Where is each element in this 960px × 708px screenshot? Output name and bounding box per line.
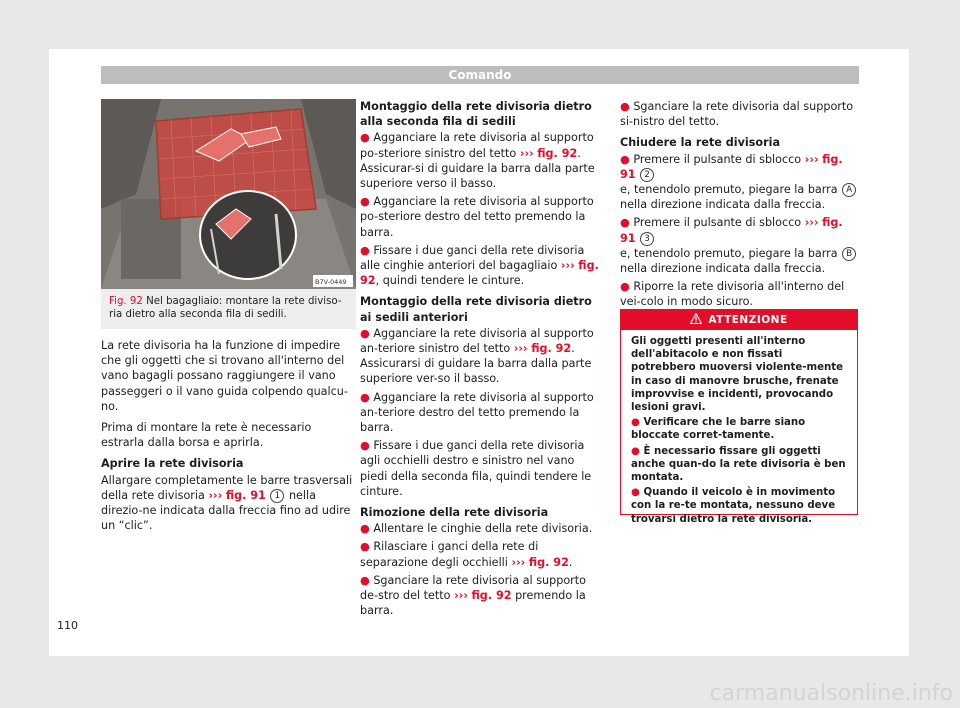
list-item	[620, 215, 858, 276]
header-title: Comando	[448, 68, 512, 82]
watermark: carmanualsonline.info	[709, 681, 953, 706]
warning-box	[620, 309, 858, 525]
text: Agganciare la rete divisoria al supporto an-teriore destro del tetto premendo la barra.	[360, 390, 594, 435]
open-text-a: Allargare completamente le barre trasversali della rete divisoria	[101, 473, 353, 502]
page-header	[101, 66, 859, 84]
list-item	[360, 438, 602, 499]
text: Sganciare la rete divisoria dal supporto si-nistro del tetto.	[620, 100, 854, 129]
heading-mount-front: Montaggio della rete divisoria dietro ai sedili anteriori	[360, 295, 592, 324]
bullet-icon: ●	[360, 390, 370, 404]
open-text-b: nella direzio-ne indicata dalla freccia fino ad udire un “clic”.	[101, 488, 351, 533]
text: . Assicurar-si di guidare la barra dalla parte superiore verso il basso.	[360, 146, 595, 191]
callout-a: A	[842, 183, 856, 197]
xref-fig-92[interactable]: fig. 92	[528, 555, 569, 569]
bullet-icon: ●	[620, 100, 630, 113]
warning-item	[631, 486, 847, 526]
bullet-icon: ●	[631, 487, 640, 499]
text: Riporre la rete divisoria all'interno del vei-colo in modo sicuro.	[620, 280, 845, 309]
bullet-icon: ●	[360, 540, 370, 554]
text: Premere il pulsante di sblocco	[633, 216, 805, 230]
callout-b: B	[842, 247, 856, 261]
heading-mount-rear: Montaggio della rete divisoria dietro alla seconda fila di sedili	[360, 100, 592, 129]
heading-open-net: Aprire la rete divisoria	[101, 457, 244, 471]
list-item	[620, 279, 858, 309]
list-item	[360, 326, 602, 387]
text: Sganciare la rete divisoria al supporto de-stro del tetto	[360, 573, 587, 603]
list-item	[620, 152, 858, 213]
intro-paragraph: La rete divisoria ha la funzione di impedire che gli oggetti che si trovano all'interno del vano bagagli possano raggiungere il vano passeggeri o il vano guida colpendo qualcu-no.	[101, 339, 348, 413]
bullet-icon: ●	[360, 522, 370, 536]
figure-caption-text: Nel bagagliaio: montare la rete diviso-ria dietro alla seconda fila di sedili.	[109, 296, 342, 320]
open-net-paragraph	[101, 473, 356, 534]
list-item	[620, 99, 858, 129]
callout-2: 2	[640, 168, 654, 182]
bullet-icon: ●	[360, 131, 370, 145]
cargo-net-illustration	[101, 99, 356, 289]
list-item	[360, 194, 602, 240]
xref-arrows: ›››	[454, 589, 468, 603]
figure-caption	[101, 289, 356, 329]
text: Allentare le cinghie della rete divisoria.	[373, 522, 593, 536]
xref-arrows: ›››	[804, 216, 819, 230]
warning-title: ATTENZIONE	[708, 314, 788, 326]
text: Premere il pulsante di sblocco	[633, 152, 805, 166]
callout-3: 3	[640, 232, 654, 246]
bullet-icon: ●	[631, 417, 640, 429]
column-3	[620, 99, 858, 313]
text: Verificare che le barre siano bloccate corret-tamente.	[631, 417, 806, 442]
bullet-icon: ●	[360, 195, 370, 209]
text: e, tenendolo premuto, piegare la barra	[620, 183, 842, 197]
bullet-icon: ●	[620, 280, 630, 294]
text: nella direzione indicata dalla freccia.	[620, 262, 826, 276]
xref-arrows: ›››	[560, 259, 575, 273]
xref-arrows: ›››	[804, 152, 819, 166]
warning-paragraph: Gli oggetti presenti all'interno dell'abitacolo e non fissati potrebbero muoversi violente-mente in caso di manovre brusche, frenate improvvise e incidenti, provocando lesioni gravi.	[631, 336, 844, 414]
text: Agganciare la rete divisoria al supporto po-steriore destro del tetto premendo la barra.	[360, 195, 594, 239]
xref-arrows: ›››	[208, 488, 223, 502]
heading-remove: Rimozione della rete divisoria	[360, 506, 549, 520]
callout-1: 1	[270, 489, 284, 503]
text: , quindi tendere le cinture.	[375, 274, 525, 288]
text: premendo la barra.	[360, 589, 586, 618]
xref-fig-92[interactable]: fig. 92	[531, 342, 572, 356]
text: Quando il veicolo è in movimento con la re-te montata, nessuno deve trovarsi dietro la rete divisoria.	[631, 487, 836, 525]
warning-item	[631, 416, 847, 442]
text: È necessario fissare gli oggetti anche quan-do la rete divisoria è ben montata.	[631, 445, 846, 484]
bullet-icon: ●	[631, 445, 640, 457]
text: . Assicurarsi di guidare la barra dalla parte superiore ver-so il basso.	[360, 342, 592, 386]
bullet-icon: ●	[620, 152, 630, 166]
warning-triangle-icon	[690, 313, 702, 324]
bullet-icon: ●	[620, 216, 630, 230]
figure-label: Fig. 92	[109, 296, 143, 307]
text: nella direzione indicata dalla freccia.	[620, 198, 826, 212]
xref-arrows: ›››	[513, 342, 528, 356]
xref-fig-91[interactable]: fig. 91	[620, 216, 843, 245]
list-item	[360, 390, 602, 436]
bullet-icon: ●	[360, 326, 370, 340]
list-item	[360, 539, 602, 569]
xref-fig-92[interactable]: fig. 92	[537, 146, 578, 160]
text: Fissare i due ganci della rete divisoria agli occhielli destro e sinistro nel vano piedi della seconda fila, quindi tendere le cinture.	[360, 439, 592, 498]
xref-arrows: ›››	[511, 555, 526, 569]
xref-fig-92[interactable]: fig. 92	[360, 259, 599, 288]
xref-fig-91[interactable]: fig. 91	[225, 488, 266, 502]
warning-body	[621, 330, 857, 526]
text: .	[568, 555, 573, 569]
text: e, tenendolo premuto, piegare la barra	[620, 246, 842, 260]
bullet-icon: ●	[360, 439, 370, 453]
bullet-icon: ●	[360, 243, 370, 257]
text: Agganciare la rete divisoria al supporto an-teriore sinistro del tetto	[360, 326, 594, 356]
figure-code: B7V-0449	[315, 278, 347, 286]
warning-item	[631, 445, 847, 485]
bullet-icon: ●	[360, 573, 370, 587]
column-1	[101, 338, 356, 539]
list-item	[360, 521, 602, 536]
xref-fig-91[interactable]: fig. 91	[620, 152, 843, 181]
text: Agganciare la rete divisoria al supporto po-steriore sinistro del tetto	[360, 131, 594, 160]
list-item	[360, 573, 602, 619]
text: Rilasciare i ganci della rete di separazione degli occhielli	[360, 540, 539, 569]
heading-close-net: Chiudere la rete divisoria	[620, 136, 781, 150]
text: Fissare i due ganci della rete divisoria alle cinghie anteriori del bagagliaio	[360, 243, 585, 273]
xref-arrows: ›››	[519, 146, 534, 160]
figure-image	[101, 99, 356, 289]
list-item	[360, 243, 602, 289]
intro-paragraph-2: Prima di montare la rete è necessario estrarla dalla borsa e aprirla.	[101, 421, 312, 450]
list-item	[360, 130, 602, 191]
page-number: 110	[57, 619, 78, 632]
column-2	[360, 99, 602, 622]
warning-header	[621, 310, 857, 330]
xref-fig-92[interactable]: fig. 92	[471, 589, 512, 603]
